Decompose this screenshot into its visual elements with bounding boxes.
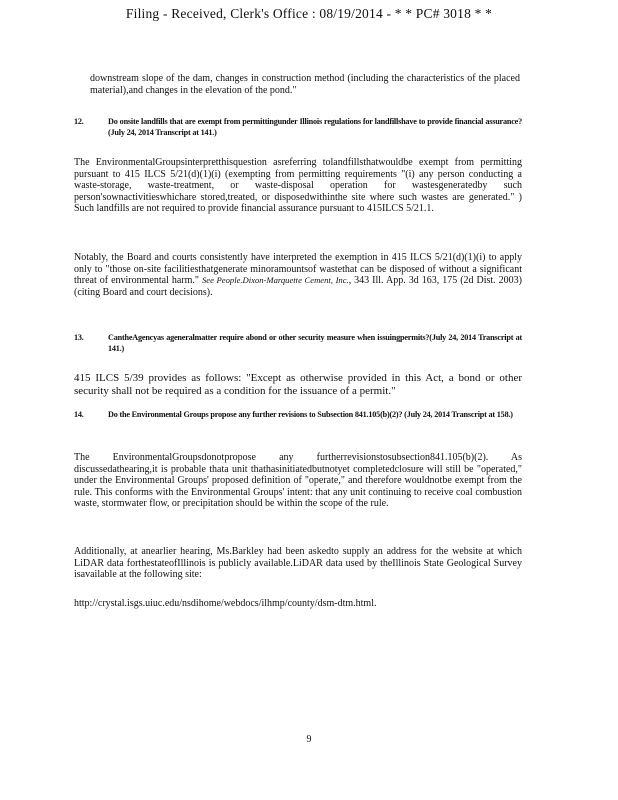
paragraph-bond-provision: 415 ILCS 5/39 provides as follows: "Except as otherwise provided in this Act, a bond or other security shall not be required as a condition for the issuance of a permit." [74, 372, 522, 397]
question-13-number: 13. [74, 333, 84, 342]
paragraph-board-courts-tail: , 343 Ill. App. 3d 163, 175 (2d Dist. 2003) (citing Board and court decisions). [74, 275, 523, 298]
question-14-text: Do the Environmental Groups propose any further revisions to Subsection 841.105(b)(2)? (July 24, 2014 Transcript at 158.) [108, 410, 513, 419]
question-12 [74, 117, 522, 138]
lidar-url[interactable]: http://crystal.isgs.uiuc.edu/nsdihome/webdocs/ilhmp/county/dsm-dtm.html. [74, 598, 377, 609]
question-14-number: 14. [74, 410, 84, 419]
intro-paragraph: downstream slope of the dam, changes in construction method (including the characteristics of the placed material),and changes in the elevation of the pond." [90, 73, 520, 96]
paragraph-board-courts-lead: Notably, the Board and courts consistently have interpreted the exemption in 415 ILCS 5/21(d)(1)(i) to apply only to "those on-site facilitiesthatgenerate minoramountsof wastethat can be disposed of without a significant threat of environmental harm." [74, 252, 522, 287]
question-13-text: CantheAgencyas ageneralmatter require abond or other security measure when issuingpermits?(July 24, 2014 Transcript at 141.) [108, 333, 522, 353]
paragraph-exemption-interpretation: The EnvironmentalGroupsinterpretthisquestion asreferring tolandfillsthatwouldbe exempt from permitting pursuant to 415 ILCS 5/21(d)(1)(i) (exempting from permitting requirements "(i) any person conducting a waste-storage, waste-treatment, or waste-disposal operation for wastesgeneratedby such person'sownactivitieswhichare stored,treated, or disposedwithinthe site where such wastes are generated." ) Such landfills are not required to provide financial assurance pursuant to 415ILCS 5/21.1. [74, 157, 522, 215]
paragraph-no-further-revisions: The EnvironmentalGroupsdonotpropose any furtherrevisionstosubsection841.105(b)(2). As discussedathearing,it is probable thata unit thathasinitiatedbutnotyet completedclosure will still be "operated," under the Environmental Groups' proposed definition of "operate," and therefore wouldnotbe exempt from the rule. This conforms with the Environmental Groups' intent: that any unit continuing to receive coal combustion waste, stormwater flow, or precipitation should be within the scope of the rule. [74, 452, 522, 510]
question-14 [74, 410, 522, 421]
filing-stamp-header: Filing - Received, Clerk's Office : 08/19/2014 - * * PC# 3018 * * [125, 6, 493, 21]
question-12-text: Do onsite landfills that are exempt from permittingunder Illinois regulations for landfillshave to provide financial assurance?(July 24, 2014 Transcript at 141.) [108, 117, 522, 137]
paragraph-board-courts [74, 252, 522, 298]
page-number: 9 [306, 734, 312, 745]
paragraph-lidar: Additionally, at anearlier hearing, Ms.Barkley had been askedto supply an address for the website at which LiDAR data forthestateofIllinois is publicly available.LiDAR data used by theIllinois State Geological Survey isavailable at the following site: [74, 546, 522, 581]
question-13 [74, 333, 522, 354]
question-12-number: 12. [74, 117, 84, 126]
case-citation: See People.Dixon-Marquette Cement, Inc. [201, 275, 349, 286]
